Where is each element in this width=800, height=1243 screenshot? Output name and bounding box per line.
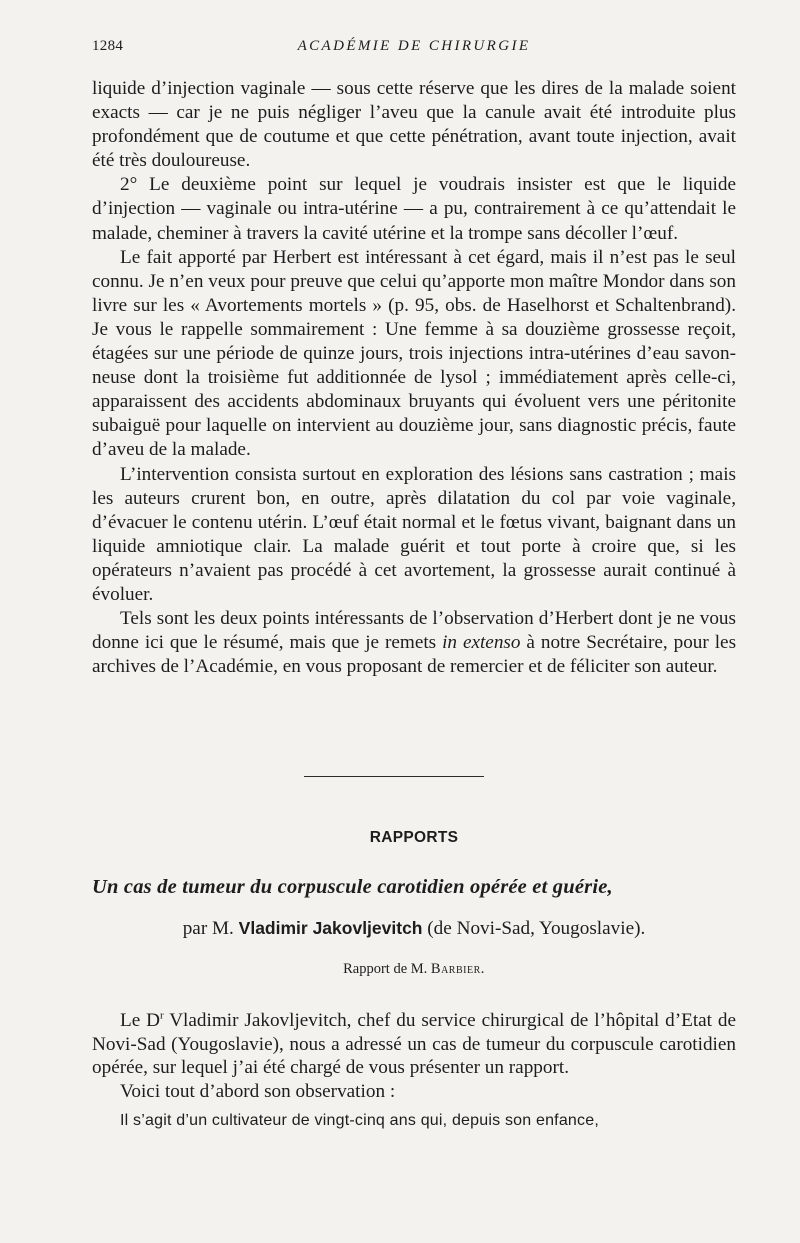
paragraph-small: Il s’agit d’un cultivateur de vingt-cinq ans qui, depuis son enfance, <box>120 1112 599 1130</box>
running-title: ACADÉMIE DE CHIRURGIE <box>297 38 531 54</box>
report-prefix: Rapport de M. <box>343 961 428 977</box>
paragraph: Le fait apporté par Herbert est intéressant à cet égard, mais il n’est pas le seul connu. Je n’en veux pour preuve que celui qu’apporte mon maître Mondor dans son livre sur les « Avortements mortels » (p. 95, obs. de Haselhorst et Schaltenbrand). Je vous le rappelle sommairement : Une femme à sa douzième grossesse reçoit, étagées sur une période de quinze jours, trois injections intra-utérines d’eau savonneuse dont la troisième fut additionnée de lysol ; immédiatement après celle-ci, apparaissent des accidents abdominaux bruyants qui évoluent vers une péritonite subaiguë pour laquelle on intervient au douzième jour, sans diagnostic précis, faute d’aveu de la malade. <box>92 246 736 461</box>
author-name: Vladimir Jakovljevitch <box>238 918 423 938</box>
byline <box>92 918 736 940</box>
paragraph: L’intervention consista surtout en exploration des lésions sans castration ; mais les auteurs crurent bon, en outre, après dilatation du col par voie vaginale, d’évacuer le contenu utérin. L’œuf était normal et le fœtus vivant, baignant dans un liquide amniotique clair. La malade guérit et tout porte à croire que, si les opérateurs n’avaient pas procédé à cet avortement, la grossesse aurait continué à évoluer. <box>92 463 736 605</box>
paragraph-text: Vladimir Jakovljevitch, chef du service chirurgical de l’hôpital d’Etat de Novi-Sad (Yougoslavie), nous a adressé un cas de tumeur du corpuscule carotidien opérée, sur lequel j’ai été chargé de vous présenter un rapport. <box>92 1010 736 1079</box>
italic-phrase: in extenso <box>442 632 521 654</box>
paragraph-text: à notre Secrétaire, pour les archives de l’Académie, en vous proposant de remercier et de féliciter son auteur. <box>92 632 737 678</box>
article-title: Un cas de tumeur du corpuscule carotidien opérée et guérie, <box>92 876 613 898</box>
author-affiliation: (de Novi-Sad, Yougoslavie). <box>427 918 646 939</box>
reporter-name: Barbier. <box>430 961 485 977</box>
report-body <box>92 1009 736 1133</box>
body-text <box>92 77 736 679</box>
page-header <box>92 38 736 60</box>
paragraph-text: Le D <box>120 1010 160 1031</box>
paragraph: liquide d’injection vaginale — sous cette réserve que les dires de la malade soient exacts — car je ne puis négliger l’aveu que la canule avait été introduite plus profondément que de coutume et que cette pénétration, avant toute injection, avait été très douloureuse. <box>92 78 736 172</box>
paragraph <box>92 1009 736 1080</box>
superscript: r <box>159 1009 164 1022</box>
paragraph-text: Tels sont les deux points intéressants de l’observation d’Herbert dont je ne vous donne ici que le résumé, mais que je remets <box>92 608 736 654</box>
page-number: 1284 <box>92 38 124 54</box>
paragraph <box>92 607 736 679</box>
report-attribution <box>92 961 736 978</box>
paragraph: 2° Le deuxième point sur lequel je voudrais insister est que le liquide d’injection — vaginale ou intra-utérine — a pu, contrairement à ce qu’attendait le malade, cheminer à travers la cavité utérine et la trompe sans décoller l’œuf. <box>92 174 736 244</box>
byline-prefix: par M. <box>182 918 234 939</box>
paragraph: Voici tout d’abord son observation : <box>120 1080 396 1102</box>
section-separator <box>304 776 484 777</box>
section-heading: RAPPORTS <box>369 829 459 846</box>
